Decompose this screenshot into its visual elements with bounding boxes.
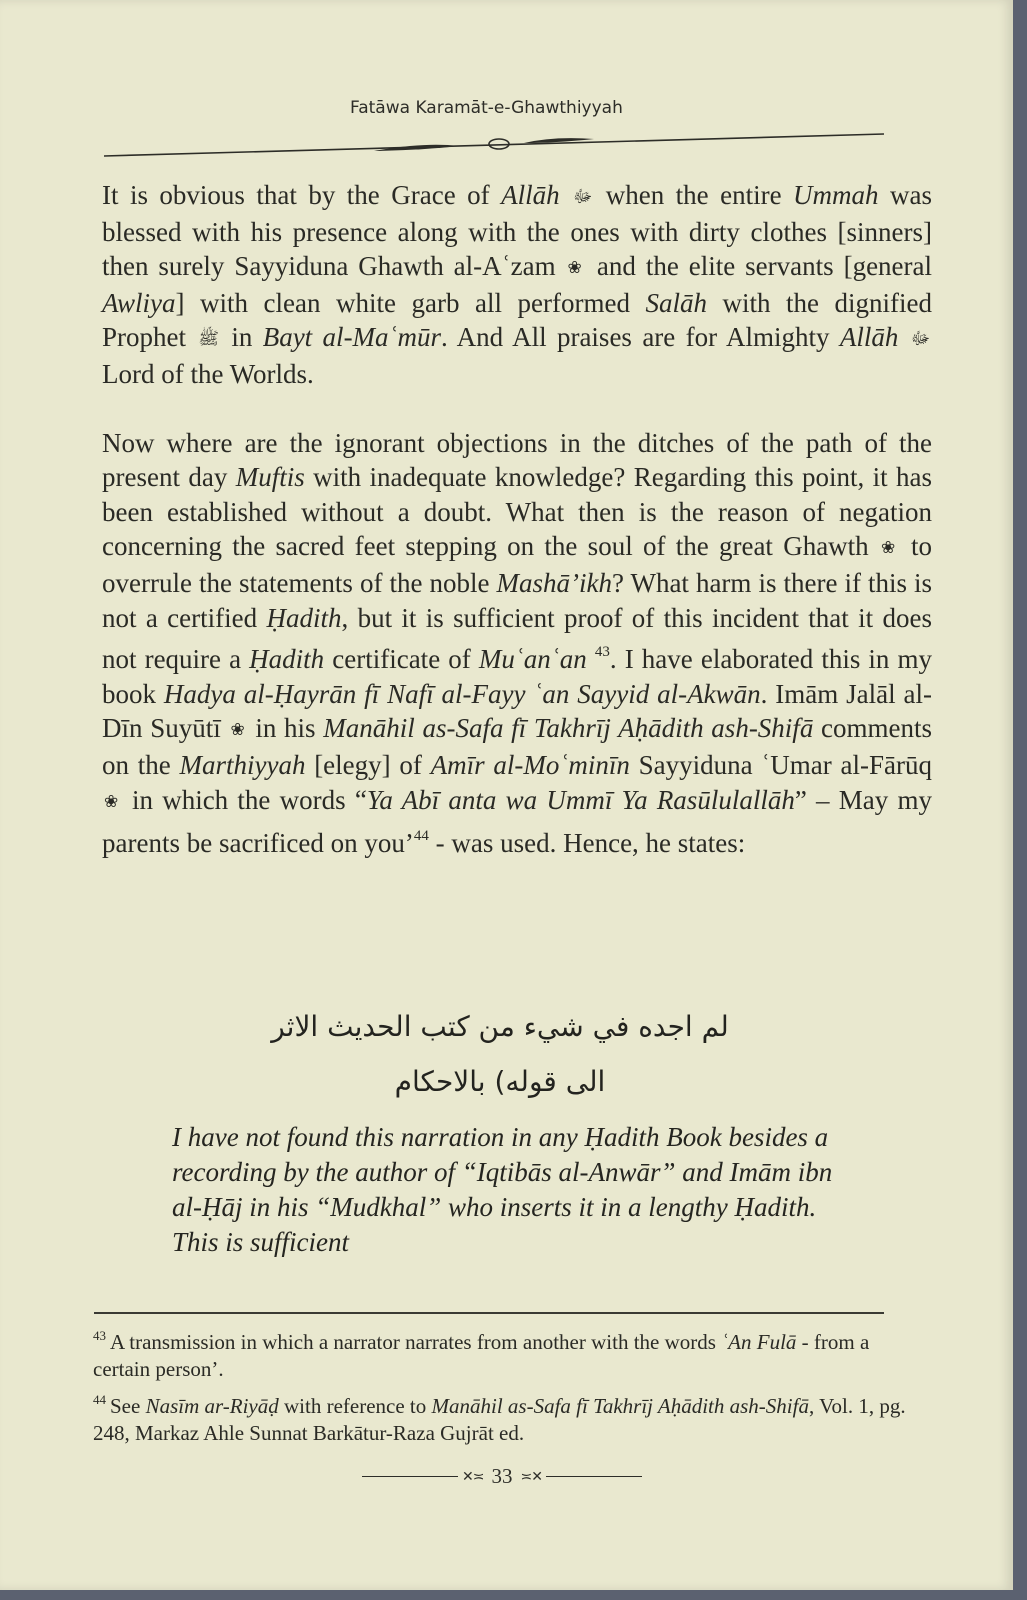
page-number: 33 — [491, 1464, 513, 1488]
text-span: A transmission in which a narrator narrates from another with the words — [110, 1330, 722, 1354]
text-span: ] with clean white garb all performed — [175, 287, 646, 318]
italic-term: Allāh — [839, 322, 899, 353]
body-text — [102, 178, 932, 861]
text-span: and the elite servants [general — [596, 251, 933, 282]
footnote-number: 44 — [93, 1392, 106, 1407]
header-ornamental-rule — [104, 128, 884, 158]
text-span: It is obvious that by the Grace of — [102, 180, 502, 210]
text-span: comments on the — [102, 713, 933, 780]
italic-term: Awliya — [102, 287, 176, 318]
running-header-title: Fatāwa Karamāt-e-Ghawthiyyah — [350, 98, 623, 118]
text-span: in — [231, 322, 263, 353]
text-span: Now where are the ignorant objections in the ditches of the path of the present day — [102, 427, 932, 493]
italic-term: Mashā’ikh — [496, 567, 612, 598]
italic-term: Muftis — [235, 462, 305, 493]
italic-term: Bayt al-Maʿmūr — [262, 322, 442, 353]
footnote-ref-44[interactable]: 44 — [413, 828, 429, 845]
text-span: . Imām Jalāl al-Dīn Suyūtī — [102, 678, 933, 744]
text-span: [elegy] of — [305, 749, 431, 780]
italic-term: Ḥadith — [249, 644, 325, 675]
honorific-radiallah-icon: ❀ — [880, 538, 899, 558]
italic-book-title: Nasīm ar-Riyāḍ — [145, 1394, 279, 1418]
footnote-number: 43 — [93, 1328, 106, 1343]
paragraph-1 — [102, 178, 932, 392]
italic-quote: Ya Abī anta wa Ummī Ya Rasūlulallāh — [366, 784, 795, 815]
footnotes — [93, 1322, 923, 1450]
translation-quote: I have not found this narration in any Ḥadith Book besides a recording by the author of “Iqtibās al-Anwār” and Imām ibn al-Ḥāj in his “Mudkhal” who inserts it in a lengthy Ḥadith. This is sufficient — [172, 1122, 833, 1257]
italic-term: Muʿanʿan — [478, 644, 587, 675]
italic-term: ʿAn Fulā — [721, 1330, 797, 1354]
footnote-divider — [94, 1312, 884, 1314]
honorific-radiallah-icon: ❀ — [104, 791, 121, 811]
italic-book-title: Hadya al-Ḥayrān fī Nafī al-Fayy ʿan Sayyid al-Akwān — [163, 678, 761, 709]
italic-term: Salāh — [645, 287, 707, 318]
text-span: with the dignified Prophet — [102, 287, 933, 353]
honorific-radiallah-icon: ❀ — [230, 720, 246, 740]
ornament-right-icon: ≍✕ — [520, 1468, 542, 1485]
text-span: . I have elaborated this in my book — [102, 644, 933, 709]
text-span: Sayyiduna ʿUmar al-Fārūq — [629, 749, 932, 780]
text-span: was blessed with his presence along with the ones with dirty clothes [sinners] then surely Sayyiduna Ghawth al-Aʿzam — [102, 180, 932, 282]
text-span: to overrule the statements of the noble — [102, 531, 933, 598]
page-footer — [312, 1464, 692, 1489]
text-span: Lord of the Worlds. — [102, 358, 314, 389]
honorific-radiallah-icon: ❀ — [567, 258, 585, 278]
text-span: , Vol. 1, pg. 248, Markaz Ahle Sunnat Barkātur-Raza Gujrāt ed. — [93, 1394, 906, 1445]
honorific-prophet-icon: ﷺ — [198, 329, 219, 349]
italic-term: Ummah — [793, 180, 879, 210]
paragraph-2 — [102, 426, 932, 861]
footer-rule-right — [546, 1476, 642, 1477]
text-span: , but it is sufficient proof of this incident that it does not require a — [102, 602, 932, 675]
footnote-44 — [93, 1386, 923, 1447]
text-span: with inadequate knowledge? Regarding this point, it has been established without a doubt. What then is the reason of negation concerning the sacred feet stepping on the soul of the great Ghawth — [102, 462, 932, 562]
arabic-quote-line-1: لم اجده في شيء من كتب الحديث الاثر — [271, 1010, 729, 1043]
italic-book-title: Manāhil as-Safa fī Takhrīj Aḥādith ash-Shifā — [323, 713, 814, 744]
italic-book-title: Manāhil as-Safa fī Takhrīj Aḥādith ash-Shifā — [431, 1394, 809, 1418]
ornament-left-icon: ✕≍ — [462, 1468, 484, 1485]
arabic-quote-line-2: الى قوله) بالاحكام — [394, 1065, 606, 1098]
text-span: See — [110, 1394, 146, 1418]
text-span: ? What harm is there if this is not a certified — [102, 567, 932, 633]
footer-rule-left — [362, 1476, 458, 1477]
honorific-allah-icon: ﷻ — [910, 329, 931, 349]
italic-term: Amīr al-Moʿminīn — [430, 749, 630, 780]
honorific-allah-icon: ﷻ — [573, 187, 593, 206]
text-span: . And All praises are for Almighty — [441, 322, 840, 353]
text-span: ” – May my parents be sacrificed on you’ — [102, 784, 932, 859]
italic-term: Allāh — [501, 180, 560, 210]
text-span: - from a certain person’. — [93, 1330, 870, 1381]
text-span: in his — [255, 713, 324, 744]
text-span: when the entire — [605, 180, 794, 210]
text-span: certificate of — [324, 644, 479, 675]
footnote-ref-43[interactable]: 43 — [594, 644, 610, 661]
text-span: - was used. Hence, he states: — [428, 828, 746, 859]
footnote-43 — [93, 1322, 923, 1383]
text-span: with reference to — [278, 1394, 432, 1418]
italic-term: Marthiyyah — [179, 749, 306, 780]
italic-term: Ḥadith — [266, 602, 342, 633]
text-span: in which the words “ — [131, 784, 367, 815]
